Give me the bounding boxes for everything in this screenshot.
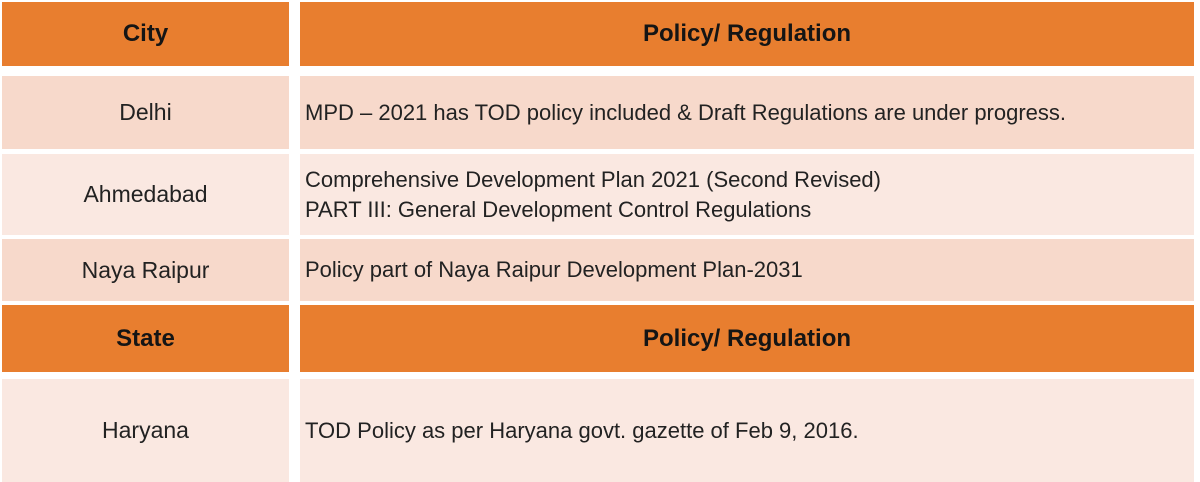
policy-cell <box>300 76 1194 149</box>
city-name: Ahmedabad <box>83 181 208 207</box>
policy-cell <box>300 379 1194 482</box>
state-header-cell <box>2 305 289 372</box>
state-header-label: State <box>116 324 175 352</box>
city-cell <box>2 154 289 235</box>
policy-header-label: Policy/ Regulation <box>642 20 852 47</box>
city-header-label: City <box>122 20 169 47</box>
policy-text: TOD Policy as per Haryana govt. gazette of Feb 9, 2016. <box>305 417 859 443</box>
policy-header-label: Policy/ Regulation <box>642 324 852 352</box>
policy-text-line1: Comprehensive Development Plan 2021 (Second Revised) <box>305 167 881 193</box>
policy-text: Policy part of Naya Raipur Development Plan-2031 <box>305 257 803 283</box>
policy-cell <box>300 154 1194 235</box>
city-name: Naya Raipur <box>81 256 210 283</box>
policy-text: MPD – 2021 has TOD policy included & Draft Regulations are under progress. <box>305 99 1067 125</box>
state-cell <box>2 379 289 482</box>
table-row-naya-raipur <box>2 239 1194 301</box>
city-header-cell <box>2 2 289 66</box>
policy-text-line2: PART III: General Development Control Regulations <box>305 196 812 222</box>
state-name: Haryana <box>102 417 189 443</box>
policy-table <box>2 2 1194 482</box>
policy-header-cell <box>300 305 1194 372</box>
policy-cell <box>300 239 1194 301</box>
table-row-haryana <box>2 379 1194 482</box>
policy-header-cell <box>300 2 1194 66</box>
table-row-ahmedabad <box>2 154 1194 235</box>
city-name: Delhi <box>119 99 172 125</box>
state-header-row <box>2 305 1194 372</box>
city-header-row <box>2 2 1194 66</box>
city-cell <box>2 239 289 301</box>
table-row-delhi <box>2 76 1194 149</box>
city-cell <box>2 76 289 149</box>
